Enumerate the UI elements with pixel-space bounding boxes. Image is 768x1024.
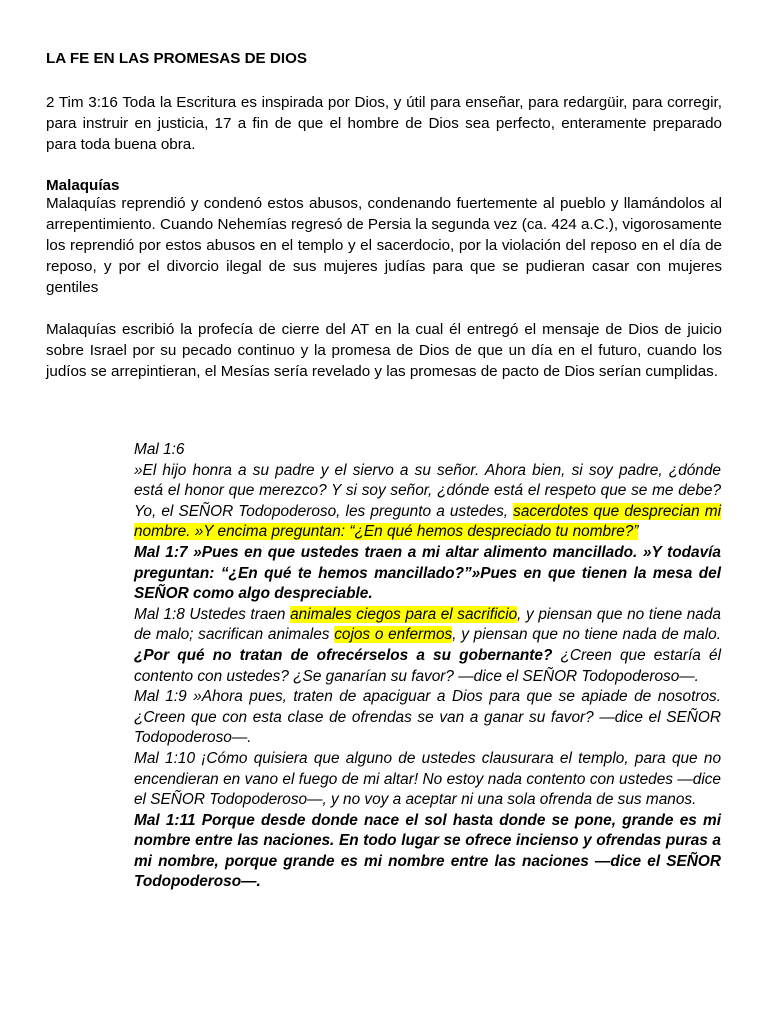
verse-mal-1-8 (134, 605, 721, 687)
highlighted-text: sacerdotes que desprecian mi nombre. »Y encima preguntan: “¿En qué hemos despreciado tu nombre?” (134, 502, 721, 541)
verse-mal-1-8-text-d: ¿Creen que estaría él contento con ustedes? ¿Se ganarían su favor? —dice el SEÑOR Todopoderoso—. (134, 646, 721, 685)
verse-mal-1-10: Mal 1:10 ¡Cómo quisiera que alguno de ustedes clausurara el templo, para que no encendieran en vano el fuego de mi altar! No estoy nada contento con ustedes —dice el SEÑOR Todopoderoso—, y no voy a aceptar ni una sola ofrenda de sus manos. (134, 749, 721, 809)
verse-mal-1-8-bold: ¿Por qué no tratan de ofrecérselos a su gobernante? (134, 646, 553, 664)
highlighted-text: animales ciegos para el sacrificio (290, 605, 518, 623)
paragraph-malaquias-1: Malaquías reprendió y condenó estos abusos, condenando fuertemente al pueblo y llamándolos al arrepentimiento. Cuando Nehemías regresó de Persia la segunda vez (ca. 424 a.C.), vigorosamente los reprendió por estos abusos en el templo y el sacerdocio, por la violación del reposo en el día de reposo, y por el divorcio ilegal de sus mujeres judías para que se pudieran casar con mujeres gentiles (46, 195, 722, 296)
verse-mal-1-8-text-b: , y piensan que no tiene nada de malo; sacrifican animales (134, 605, 721, 644)
verse-mal-1-8-text-a: Mal 1:8 Ustedes traen (134, 605, 291, 623)
verse-mal-1-6-text: »El hijo honra a su padre y el siervo a su señor. Ahora bien, si soy padre, ¿dónde está el honor que merezco? Y si soy señor, ¿dónde está el respeto que se me debe? Yo, el SEÑOR Todopoderoso, les pregunto a ustedes, (134, 461, 721, 520)
paragraph-malaquias-2: Malaquías escribió la profecía de cierre del AT en la cual él entregó el mensaje de Dios de juicio sobre Israel por su pecado continuo y la promesa de Dios de que un día en el futuro, cuando los judíos se arrepintieran, el Mesías sería revelado y las promesas de pacto de Dios serían cumplidas. (46, 321, 722, 380)
intro-verse: 2 Tim 3:16 Toda la Escritura es inspirada por Dios, y útil para enseñar, para redargüir, para corregir, para instruir en justicia, 17 a fin de que el hombre de Dios sea perfecto, enteramente preparado para toda buena obra. (46, 94, 722, 153)
verse-mal-1-7: Mal 1:7 »Pues en que ustedes traen a mi altar alimento mancillado. »Y todavía preguntan: “¿En qué te hemos mancillado?”»Pues en que tienen la mesa del SEÑOR como algo despreciable. (134, 543, 721, 603)
section-heading: Malaquías (46, 177, 120, 194)
document-title: LA FE EN LAS PROMESAS DE DIOS (46, 50, 308, 67)
scripture-quote-block (134, 440, 721, 893)
verse-ref-mal-1-6: Mal 1:6 (134, 441, 185, 458)
verse-mal-1-6 (134, 461, 721, 543)
highlighted-text: cojos o enfermos (334, 626, 453, 644)
verse-mal-1-8-text-c: , y piensan que no tiene nada de malo. (452, 626, 721, 644)
verse-mal-1-9: Mal 1:9 »Ahora pues, traten de apaciguar a Dios para que se apiade de nosotros. ¿Creen que con esta clase de ofrendas se van a ganar su favor? —dice el SEÑOR Todopoderoso—. (134, 688, 721, 747)
verse-mal-1-11: Mal 1:11 Porque desde donde nace el sol hasta donde se pone, grande es mi nombre entre las naciones. En todo lugar se ofrece incienso y ofrendas puras a mi nombre, porque grande es mi nombre entre las naciones —dice el SEÑOR Todopoderoso—. (134, 811, 721, 891)
